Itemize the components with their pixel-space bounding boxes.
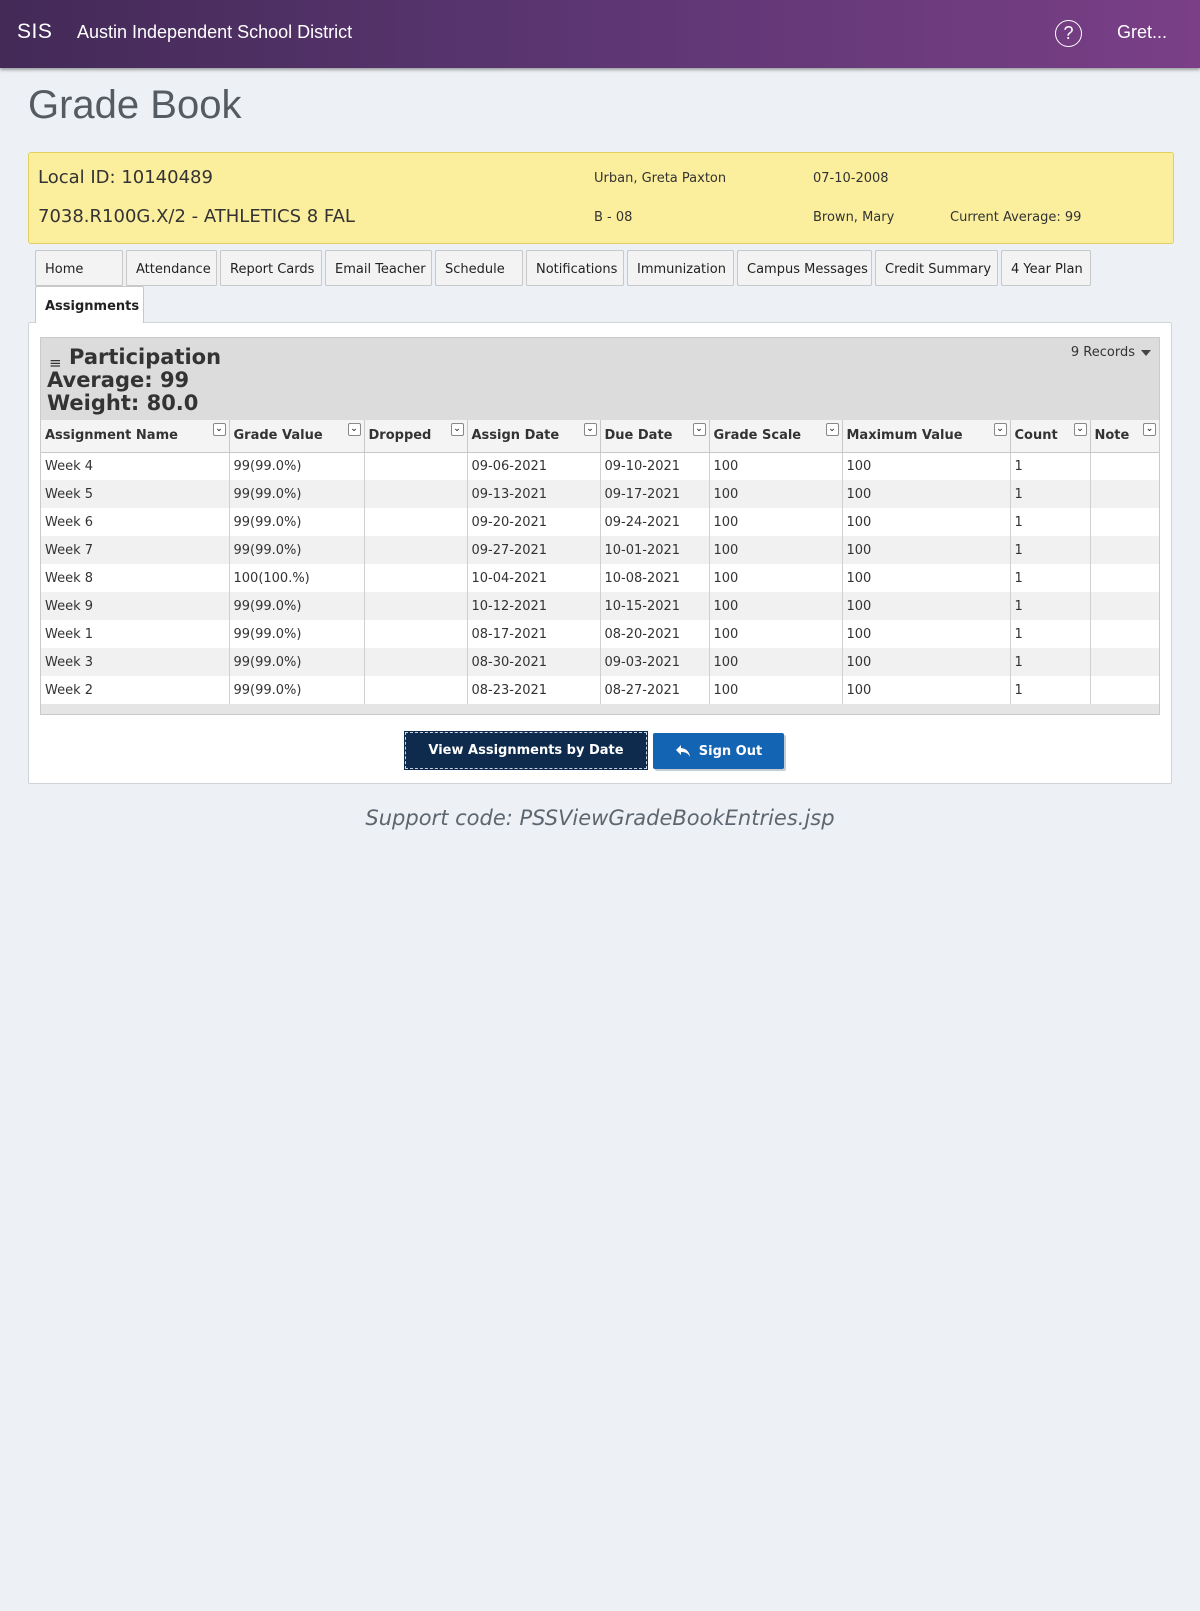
- column-header-grade-value[interactable]: Grade Value ⌄: [229, 420, 364, 452]
- local-id: Local ID: 10140489: [38, 167, 213, 188]
- chevron-down-icon[interactable]: ⌄: [584, 423, 597, 436]
- cell-count: 1: [1010, 536, 1090, 564]
- cell-grade-value: 99(99.0%): [229, 620, 364, 648]
- table-row[interactable]: [41, 564, 1159, 592]
- cell-dropped: [364, 592, 467, 620]
- cell-grade-value: 99(99.0%): [229, 648, 364, 676]
- column-header-due-date[interactable]: Due Date ⌄: [600, 420, 709, 452]
- cell-due-date: 08-27-2021: [600, 676, 709, 704]
- tab-credit-summary[interactable]: Credit Summary: [875, 250, 998, 286]
- cell-assignment-name: Week 2: [45, 682, 94, 698]
- assignment-grid: [40, 337, 1160, 715]
- column-header-assign-date[interactable]: Assign Date ⌄: [467, 420, 600, 452]
- table-row[interactable]: [41, 648, 1159, 676]
- section: B - 08: [594, 210, 633, 225]
- category-weight: Weight: 80.0: [47, 391, 199, 415]
- assignments-panel: [28, 322, 1172, 784]
- cell-maximum-value: 100: [842, 564, 1010, 592]
- category-average: Average: 99: [47, 368, 190, 392]
- column-header-note[interactable]: Note ⌄: [1090, 420, 1159, 452]
- cell-assignment-name: Week 7: [41, 536, 229, 564]
- column-header-grade-scale[interactable]: Grade Scale ⌄: [709, 420, 842, 452]
- teacher-name: Brown, Mary: [813, 210, 895, 225]
- column-header-count[interactable]: Count ⌄: [1010, 420, 1090, 452]
- cell-maximum-value: 100: [842, 508, 1010, 536]
- cell-assignment-name: Week 9: [41, 592, 229, 620]
- cell-due-date: 09-17-2021: [600, 480, 709, 508]
- cell-dropped: [364, 648, 467, 676]
- current-average: Current Average: 99: [950, 210, 1082, 225]
- cell-due-date: 09-03-2021: [600, 648, 709, 676]
- tab-email-teacher[interactable]: Email Teacher: [325, 250, 432, 286]
- cell-count: 1: [1010, 480, 1090, 508]
- cell-assign-date: 08-17-2021: [467, 620, 600, 648]
- cell-assignment-name: Week 4: [45, 458, 94, 474]
- cell-grade-value: 99(99.0%): [229, 480, 364, 508]
- cell-grade-value: 99(99.0%): [229, 676, 364, 704]
- cell-dropped: [364, 452, 467, 480]
- table-row[interactable]: [41, 452, 1159, 480]
- cell-due-date: 08-20-2021: [600, 620, 709, 648]
- chevron-down-icon[interactable]: ⌄: [213, 423, 226, 436]
- cell-maximum-value: 100: [842, 480, 1010, 508]
- district-name: Austin Independent School District: [77, 22, 353, 42]
- cell-grade-scale: 100: [709, 536, 842, 564]
- caret-down-icon: [1141, 350, 1151, 356]
- top-bar: [0, 0, 1200, 68]
- chevron-down-icon[interactable]: ⌄: [826, 423, 839, 436]
- cell-assign-date: 08-23-2021: [467, 676, 600, 704]
- cell-maximum-value: 100: [842, 536, 1010, 564]
- cell-dropped: [364, 508, 467, 536]
- cell-assignment-name: Week 6: [45, 514, 94, 530]
- cell-maximum-value: 100: [842, 620, 1010, 648]
- table-row[interactable]: [41, 508, 1159, 536]
- category-name: Participation: [69, 345, 222, 369]
- cell-assign-date: 09-13-2021: [467, 480, 600, 508]
- cell-note: [1090, 480, 1159, 508]
- chevron-down-icon[interactable]: ⌄: [1074, 423, 1087, 436]
- cell-count: 1: [1010, 648, 1090, 676]
- cell-grade-value: 99(99.0%): [229, 452, 364, 480]
- cell-count: 1: [1010, 508, 1090, 536]
- tab-assignments[interactable]: Assignments: [35, 286, 144, 323]
- table-row[interactable]: [41, 676, 1159, 704]
- support-code: Support code: PSSViewGradeBookEntries.jsp: [365, 806, 835, 830]
- cell-grade-value: 99(99.0%): [229, 592, 364, 620]
- cell-grade-value: 100(100.%): [229, 564, 364, 592]
- cell-assign-date: 10-04-2021: [467, 564, 600, 592]
- cell-note: [1090, 452, 1159, 480]
- cell-dropped: [364, 676, 467, 704]
- cell-dropped: [364, 564, 467, 592]
- cell-due-date: 09-24-2021: [600, 508, 709, 536]
- column-header-assignment-name[interactable]: Assignment Name ⌄: [41, 420, 229, 452]
- cell-due-date: 10-08-2021: [600, 564, 709, 592]
- cell-due-date: 10-01-2021: [600, 536, 709, 564]
- cell-grade-value: 99(99.0%): [229, 536, 364, 564]
- brand-logo[interactable]: SIS: [17, 20, 53, 43]
- tab-notifications[interactable]: Notifications: [526, 250, 624, 286]
- cell-note: [1090, 676, 1159, 704]
- cell-maximum-value: 100: [842, 452, 1010, 480]
- table-row[interactable]: [41, 536, 1159, 564]
- records-dropdown[interactable]: [1071, 345, 1151, 360]
- cell-count: 1: [1010, 592, 1090, 620]
- student-info-box: [28, 152, 1174, 244]
- cell-count: 1: [1010, 564, 1090, 592]
- cell-maximum-value: 100: [842, 676, 1010, 704]
- cell-grade-scale: 100: [709, 480, 842, 508]
- cell-note: [1090, 564, 1159, 592]
- cell-grade-scale: 100: [709, 564, 842, 592]
- table-row[interactable]: [41, 592, 1159, 620]
- cell-note: [1090, 508, 1159, 536]
- cell-assignment-name: Week 5: [41, 480, 229, 508]
- cell-grade-scale: 100: [709, 648, 842, 676]
- cell-count: 1: [1010, 676, 1090, 704]
- cell-assign-date: 08-30-2021: [467, 648, 600, 676]
- cell-grade-scale: 100: [709, 592, 842, 620]
- cell-maximum-value: 100: [842, 592, 1010, 620]
- sign-out-button[interactable]: [653, 733, 784, 769]
- grades-table: [41, 420, 1159, 704]
- column-header-dropped[interactable]: Dropped ⌄: [364, 420, 467, 452]
- cell-dropped: [364, 480, 467, 508]
- cell-assign-date: 10-12-2021: [467, 592, 600, 620]
- cell-assignment-name: Week 3: [41, 648, 229, 676]
- cell-grade-scale: 100: [709, 676, 842, 704]
- table-row[interactable]: [41, 620, 1159, 648]
- help-icon[interactable]: ?: [1055, 20, 1082, 47]
- tab-schedule[interactable]: Schedule: [435, 250, 523, 286]
- cell-count: 1: [1010, 452, 1090, 480]
- cell-note: [1090, 592, 1159, 620]
- records-count: 9 Records: [1070, 345, 1135, 360]
- tab-attendance[interactable]: Attendance: [126, 250, 217, 286]
- cell-dropped: [364, 536, 467, 564]
- cell-note: [1090, 536, 1159, 564]
- cell-due-date: 09-10-2021: [600, 452, 709, 480]
- cell-assignment-name: Week 1: [45, 626, 94, 642]
- user-menu[interactable]: Gret...: [1117, 22, 1168, 42]
- tab-report-cards[interactable]: Report Cards: [220, 250, 322, 286]
- cell-grade-scale: 100: [709, 452, 842, 480]
- cell-assignment-name: Week 8: [45, 570, 94, 586]
- reply-arrow-icon: [675, 744, 691, 758]
- course-name: 7038.R100G.X/2 - ATHLETICS 8 FAL: [38, 206, 355, 227]
- chevron-down-icon[interactable]: ⌄: [1143, 423, 1156, 436]
- tab-immunization[interactable]: Immunization: [627, 250, 734, 286]
- sign-out-label: Sign Out: [698, 743, 763, 759]
- tab-home[interactable]: Home: [35, 250, 123, 286]
- chevron-down-icon[interactable]: ⌄: [994, 423, 1007, 436]
- view-assignments-by-date-button[interactable]: View Assignments by Date: [405, 732, 647, 769]
- cell-count: 1: [1010, 620, 1090, 648]
- cell-dropped: [364, 620, 467, 648]
- cell-grade-scale: 100: [709, 620, 842, 648]
- page-title: Grade Book: [28, 83, 242, 127]
- cell-assign-date: 09-27-2021: [467, 536, 600, 564]
- table-row[interactable]: [41, 480, 1159, 508]
- chevron-down-icon[interactable]: ⌄: [348, 423, 361, 436]
- cell-note: [1090, 620, 1159, 648]
- cell-note: [1090, 648, 1159, 676]
- tab-campus-messages[interactable]: Campus Messages: [737, 250, 872, 286]
- chevron-down-icon[interactable]: ⌄: [451, 423, 464, 436]
- tab-4-year-plan[interactable]: 4 Year Plan: [1001, 250, 1091, 286]
- student-name: Urban, Greta Paxton: [594, 171, 727, 186]
- header-row: [41, 420, 1159, 452]
- cell-assign-date: 09-06-2021: [467, 452, 600, 480]
- cell-maximum-value: 100: [842, 648, 1010, 676]
- student-date: 07-10-2008: [813, 171, 889, 186]
- cell-grade-value: 99(99.0%): [229, 508, 364, 536]
- grid-header: [41, 338, 1159, 420]
- column-header-maximum-value[interactable]: Maximum Value ⌄: [842, 420, 1010, 452]
- menu-icon[interactable]: ≡: [49, 354, 62, 372]
- cell-grade-scale: 100: [709, 508, 842, 536]
- cell-due-date: 10-15-2021: [600, 592, 709, 620]
- cell-assign-date: 09-20-2021: [467, 508, 600, 536]
- chevron-down-icon[interactable]: ⌄: [693, 423, 706, 436]
